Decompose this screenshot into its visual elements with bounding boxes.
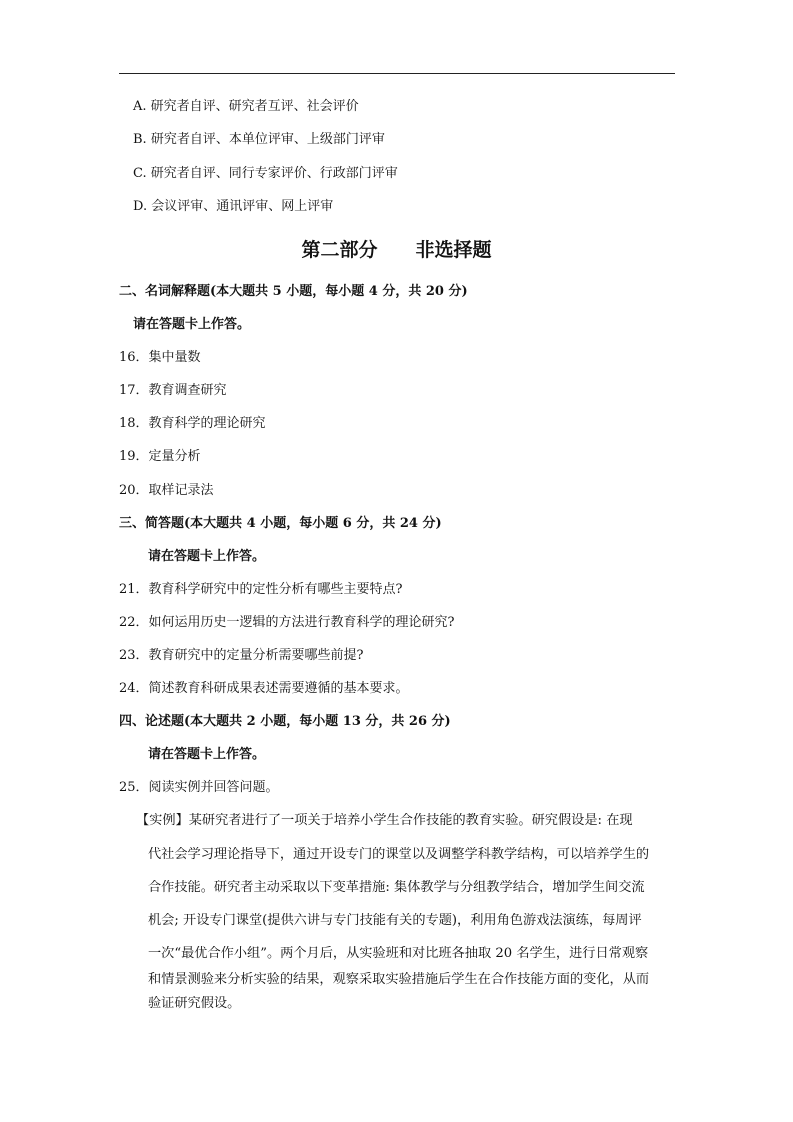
section2-item-20: 20．取样记录法 <box>119 483 214 498</box>
case-line-4: 机会; 开设专门课堂(提供六讲与专门技能有关的专题)，利用角色游戏法演练，每周评 <box>148 913 642 928</box>
section2-item-19: 19．定量分析 <box>119 449 201 464</box>
section4-instruction: 请在答题卡上作答。 <box>148 747 266 762</box>
case-line-1: 【实例】某研究者进行了一项关于培养小学生合作技能的教育实验。研究假设是: 在现 <box>136 813 633 828</box>
section3-item-22: 22．如何运用历史一逻辑的方法进行教育科学的理论研究? <box>119 615 455 630</box>
option-a: A. 研究者自评、研究者互评、社会评价 <box>133 99 359 114</box>
section3-item-23: 23．教育研究中的定量分析需要哪些前提? <box>119 648 364 663</box>
section2-item-18: 18．教育科学的理论研究 <box>119 416 266 431</box>
section3-item-21: 21．教育科学研究中的定性分析有哪些主要特点? <box>119 582 403 597</box>
case-line-3: 合作技能。研究者主动采取以下变革措施: 集体教学与分组教学结合，增加学生间交流 <box>148 880 645 895</box>
case-line-6: 和情景测验来分析实验的结果，观察采取实验措施后学生在合作技能方面的变化，从而 <box>148 972 650 987</box>
section4-heading: 四、论述题(本大题共 2 小题，每小题 13 分，共 26 分) <box>119 714 451 729</box>
case-line-7: 验证研究假设。 <box>148 996 241 1011</box>
section2-item-17: 17．教育调查研究 <box>119 383 227 398</box>
case-line-2: 代社会学习理论指导下，通过开设专门的课堂以及调整学科教学结构，可以培养学生的 <box>148 847 650 862</box>
section4-question-25: 25．阅读实例并回答问题。 <box>119 780 279 795</box>
section2-instruction: 请在答题卡上作答。 <box>133 317 251 332</box>
section3-instruction: 请在答题卡上作答。 <box>148 549 266 564</box>
section3-heading: 三、简答题(本大题共 4 小题，每小题 6 分，共 24 分) <box>119 516 442 531</box>
case-line-5: 一次“最优合作小组”。两个月后，从实验班和对比班各抽取 20 名学生，进行日常观察 <box>148 946 649 961</box>
option-c: C. 研究者自评、同行专家评价、行政部门评审 <box>133 166 398 181</box>
option-b: B. 研究者自评、本单位评审、上级部门评审 <box>133 132 385 147</box>
section2-item-16: 16．集中量数 <box>119 350 201 365</box>
header-rule <box>119 73 675 74</box>
part-title: 第二部分 非选择题 <box>301 239 492 261</box>
section2-heading: 二、名词解释题(本大题共 5 小题，每小题 4 分，共 20 分) <box>119 284 468 299</box>
option-d: D. 会议评审、通讯评审、网上评审 <box>133 199 334 214</box>
section3-item-24: 24．简述教育科研成果表述需要遵循的基本要求。 <box>119 681 409 696</box>
